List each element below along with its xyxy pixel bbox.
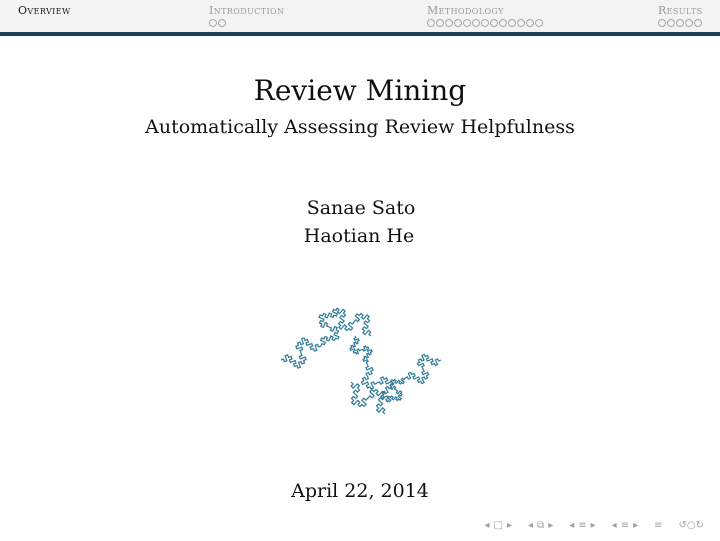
outline-prev-icon[interactable]: ◂ xyxy=(611,520,617,531)
beamer-navigation-bar xyxy=(485,520,705,531)
fractal-curve-logo-icon xyxy=(275,302,447,420)
logo-stroke xyxy=(405,354,441,383)
section-link-overview[interactable]: Overview xyxy=(18,4,71,17)
frame-prev-icon[interactable]: ◂ xyxy=(484,520,490,531)
section-link-results[interactable]: Results xyxy=(658,4,703,17)
frame-dot[interactable] xyxy=(445,19,453,27)
outline-next-icon[interactable]: ▸ xyxy=(633,520,639,531)
logo-stroke xyxy=(361,364,392,402)
frame-next-icon[interactable]: ▸ xyxy=(506,520,513,531)
frame-dot[interactable] xyxy=(436,19,444,27)
subsection-prev-icon[interactable]: ◂ xyxy=(528,520,534,531)
frame-dot[interactable] xyxy=(667,19,675,27)
introduction-frame-dots xyxy=(209,19,226,27)
logo-stroke xyxy=(350,336,372,364)
frame-dot[interactable] xyxy=(535,19,543,27)
frame-dot[interactable] xyxy=(676,19,684,27)
presentation-date: April 22, 2014 xyxy=(291,480,429,502)
logo-stroke xyxy=(351,382,385,414)
results-frame-dots xyxy=(658,19,702,27)
author-list xyxy=(0,194,720,250)
frame-dot[interactable] xyxy=(658,19,666,27)
author-name: Sanae Sato xyxy=(306,197,416,219)
frame-dot[interactable] xyxy=(427,19,435,27)
subsection-icon[interactable]: ⧉ xyxy=(537,520,545,531)
section-icon[interactable]: ≡ xyxy=(578,520,587,531)
section-prev-icon[interactable]: ◂ xyxy=(569,520,575,531)
frame-dot[interactable] xyxy=(685,19,693,27)
slide-subtitle: Automatically Assessing Review Helpfulness xyxy=(145,116,575,138)
frame-dot[interactable] xyxy=(490,19,498,27)
header-navigation xyxy=(0,0,720,36)
toc-icon[interactable]: ≡ xyxy=(654,520,663,531)
methodology-frame-dots xyxy=(427,19,543,27)
section-link-methodology[interactable]: Methodology xyxy=(427,4,504,17)
frame-dot[interactable] xyxy=(209,19,217,27)
frame-dot[interactable] xyxy=(499,19,507,27)
frame-dot[interactable] xyxy=(481,19,489,27)
search-icon[interactable]: ↺○↻ xyxy=(678,520,704,531)
frame-dot[interactable] xyxy=(472,19,480,27)
frame-icon[interactable]: □ xyxy=(493,520,503,531)
logo-stroke xyxy=(337,308,371,336)
frame-dot[interactable] xyxy=(218,19,226,27)
slide-title: Review Mining xyxy=(253,74,467,107)
frame-dot[interactable] xyxy=(508,19,516,27)
author-name: Haotian He xyxy=(303,225,415,247)
section-link-introduction[interactable]: Introduction xyxy=(209,4,285,17)
frame-dot[interactable] xyxy=(694,19,702,27)
logo-stroke xyxy=(319,308,339,346)
frame-dot[interactable] xyxy=(517,19,525,27)
logo-stroke xyxy=(281,338,321,368)
frame-dot[interactable] xyxy=(463,19,471,27)
frame-dot[interactable] xyxy=(526,19,534,27)
frame-dot[interactable] xyxy=(454,19,462,27)
outline-icon[interactable]: ≡ xyxy=(620,520,630,531)
subsection-next-icon[interactable]: ▸ xyxy=(548,520,554,531)
logo-stroke xyxy=(387,378,405,402)
section-next-icon[interactable]: ▸ xyxy=(590,520,596,531)
